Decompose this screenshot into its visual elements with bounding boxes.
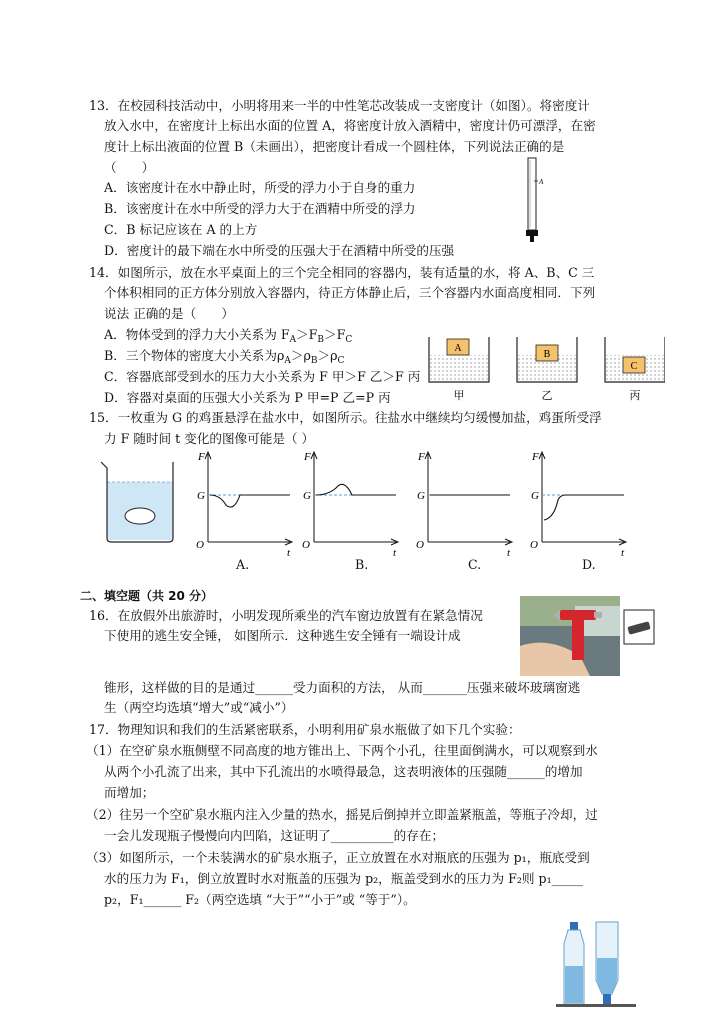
container-yi: [517, 337, 577, 382]
q13-option-a: A．该密度计在水中静止时，所受的浮力小于自身的重力: [104, 180, 416, 195]
cube-c-label: C: [630, 361, 638, 372]
q16-line4: 生（两空均选填“增大”或“减小”）: [104, 700, 294, 715]
q13-option-b: B．该密度计在水中所受的浮力大于在酒精中所受的浮力: [104, 201, 416, 216]
q13-line1: 13．在校园科技活动中，小明将用来一半的中性笔芯改装成一支密度计（如图）。将密度计: [89, 98, 590, 113]
densimeter-mark-a: A: [539, 178, 544, 186]
g-label: G: [417, 490, 425, 502]
q17-p2a: （2）往另一个空矿泉水瓶内注入少量的热水，摇晃后倒掉并立即盖紧瓶盖，等瓶子冷却，过: [86, 807, 598, 822]
safety-hammer-photo: [520, 596, 655, 676]
containers-figure: [425, 333, 665, 403]
option-b-label: B.: [355, 557, 369, 572]
cube-b-label: B: [543, 349, 551, 360]
option-c-label: C.: [468, 557, 482, 572]
beaker-egg-figure: [97, 458, 187, 544]
origin-label: O: [302, 539, 310, 551]
graph-a: [196, 451, 292, 559]
axis-t-label: t: [621, 547, 625, 559]
q14-option-c: C．容器底部受到水的压力大小关系为 F 甲＞F 乙＞F 丙: [104, 369, 421, 384]
q17-p2b: 一会儿发现瓶子慢慢向内凹陷，这证明了__________的存在；: [104, 828, 445, 843]
densimeter-figure: [518, 156, 558, 248]
g-label: G: [531, 490, 539, 502]
option-a-label: A.: [236, 557, 250, 572]
g-label: G: [197, 490, 205, 502]
axis-t-label: t: [287, 547, 291, 559]
g-label: G: [303, 490, 311, 502]
q14-option-a: A．物体受到的浮力大小关系为 $F_A>F_B>F_C$: [104, 327, 353, 345]
q16-line2: 下使用的逃生安全锤， 如图所示．这种逃生安全锤有一端设计成: [104, 628, 461, 643]
bottles-figure: [556, 918, 636, 1010]
caption-yi: 乙: [541, 390, 553, 402]
q17-line1: 17．物理知识和我们的生活紧密联系，小明利用矿泉水瓶做了如下几个实验：: [89, 722, 521, 737]
q17-p3c: p₂，F₁______ F₂（两空选填 “大于”“小于”或 “等于”）。: [104, 892, 416, 907]
q17-p1b: 从两个小孔流了出来，其中下孔流出的水喷得最急，这表明液体的压强随______的增加: [104, 764, 583, 779]
axis-f-label: F: [418, 451, 425, 463]
origin-label: O: [530, 539, 538, 551]
caption-jia: 甲: [453, 390, 465, 402]
q14-option-d: D．容器对桌面的压强大小关系为 P 甲=P 乙=P 丙: [104, 390, 391, 405]
q13-line3: 度计上标出液面的位置 B（未画出），把密度计看成一个圆柱体，下列说法正确的是: [104, 139, 565, 154]
q16-line3: 锥形，这样做的目的是通过______受力面积的方法， 从而_______压强来破坏玻璃窗逃: [104, 680, 581, 695]
axis-t-label: t: [507, 547, 511, 559]
bottle-upright: [564, 922, 584, 1004]
axis-t-label: t: [393, 547, 397, 559]
q16-line1: 16．在放假外出旅游时，小明发现所乘坐的汽车窗边放置有在紧急情况: [89, 608, 483, 623]
caption-bing: 丙: [629, 390, 641, 402]
section-title: 二、填空题（共 20 分）: [80, 589, 214, 603]
q17-p3a: （3）如图所示，一个未装满水的矿泉水瓶子，正立放置在水对瓶底的压强为 p₁，瓶底受到: [86, 850, 590, 865]
q13-option-c: C．B 标记应该在 A 的上方: [104, 222, 258, 237]
q15-line2: 力 F 随时间 t 变化的图像可能是（ ）: [104, 431, 315, 446]
force-curve: [544, 495, 624, 520]
container-bing: [605, 337, 665, 382]
origin-label: O: [416, 539, 424, 551]
q17-p1a: （1）在空矿泉水瓶侧壁不同高度的地方锥出上、下两个小孔，往里面倒满水，可以观察到水: [86, 743, 598, 758]
origin-label: O: [196, 539, 204, 551]
q14-line2: 个体积相同的正方体分别放入容器内，待正方体静止后，三个容器内水面高度相同．下列: [104, 285, 596, 300]
q14-line3: 说法 正确的是（ ）: [104, 306, 234, 321]
q14-line1: 14．如图所示，放在水平桌面上的三个完全相同的容器内，装有适量的水，将 A、B、C 三: [89, 265, 595, 280]
q14-option-b: B．三个物体的密度大小关系为$\rho_A>\rho_B>\rho_C$: [104, 348, 345, 366]
container-jia: [429, 337, 489, 382]
q13-line2: 放入水中，在密度计上标出水面的位置 A，将密度计放入酒精中，密度计仍可漂浮，在密: [104, 118, 596, 133]
q17-p3b: 水的压力为 F₁，倒立放置时水对瓶盖的压强为 p₂，瓶盖受到水的压力为 F₂则 p₁_____: [104, 871, 584, 886]
q17-p1c: 而增加；: [104, 785, 155, 800]
axis-f-label: F: [304, 451, 311, 463]
q15-line1: 15．一枚重为 G 的鸡蛋悬浮在盐水中，如图所示。往盐水中继续均匀缓慢加盐，鸡蛋所受浮: [89, 410, 602, 425]
graph-d: [530, 451, 626, 559]
axis-f-label: F: [198, 451, 205, 463]
graph-c: [416, 451, 512, 559]
q15-graphs: [190, 450, 660, 560]
axis-f-label: F: [532, 451, 539, 463]
q13-paren: （ ）: [104, 160, 155, 175]
option-d-label: D.: [582, 557, 596, 572]
bottle-inverted: [596, 922, 618, 1004]
force-curve: [316, 484, 396, 495]
graph-b: [302, 451, 398, 559]
q13-option-d: D．密度计的最下端在水中所受的压强大于在酒精中所受的压强: [104, 243, 455, 258]
cube-a-label: A: [454, 343, 462, 354]
force-curve: [210, 495, 290, 507]
